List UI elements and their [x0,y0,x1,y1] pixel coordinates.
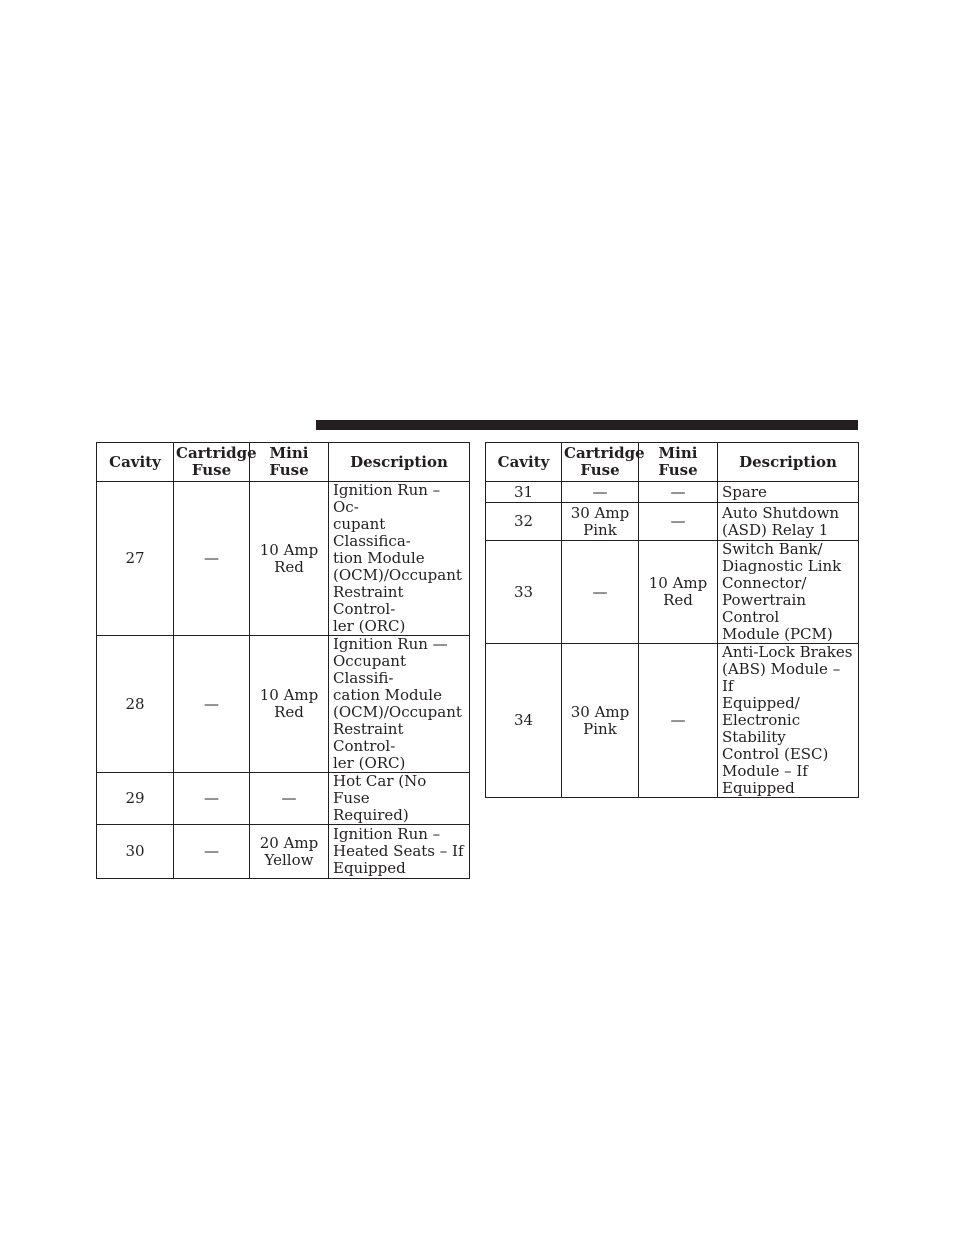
cartridge-cell: — [562,482,639,503]
cavity-cell: 30 [97,825,174,879]
cavity-cell: 32 [486,503,562,541]
cavity-cell: 34 [486,644,562,798]
cavity-cell: 28 [97,636,174,773]
table-row [486,503,859,541]
table-row [486,541,859,644]
table-header-row [97,443,470,482]
mini-fuse-cell: 10 Amp Red [250,482,329,636]
header-mini-fuse: Mini Fuse [250,443,329,482]
table-row [486,644,859,798]
cavity-cell: 27 [97,482,174,636]
header-cavity: Cavity [486,443,562,482]
cartridge-cell: — [562,541,639,644]
table-row [486,482,859,503]
fuse-table-right [485,442,859,798]
description-cell: Switch Bank/ Diagnostic Link Connector/ Powertrain Control Module (PCM) [718,541,859,644]
description-cell: Spare [718,482,859,503]
cartridge-cell: — [174,825,250,879]
header-description: Description [329,443,470,482]
table-header-row [486,443,859,482]
section-header-bar [316,420,858,430]
description-cell: Hot Car (No Fuse Required) [329,773,470,825]
cavity-cell: 29 [97,773,174,825]
cartridge-cell: 30 Amp Pink [562,644,639,798]
fuse-table-left [96,442,470,879]
description-cell: Auto Shutdown (ASD) Relay 1 [718,503,859,541]
table-row [97,636,470,773]
cartridge-cell: — [174,636,250,773]
header-cartridge-fuse: Cartridge Fuse [174,443,250,482]
mini-fuse-cell: 10 Amp Red [639,541,718,644]
table-row [97,482,470,636]
mini-fuse-cell: — [639,503,718,541]
header-cavity: Cavity [97,443,174,482]
table-row [97,773,470,825]
cavity-cell: 31 [486,482,562,503]
description-cell: Ignition Run — Occupant Classifi- cation Module (OCM)/Occupant Restraint Control- ler (ORC) [329,636,470,773]
description-cell: Ignition Run – Heated Seats – If Equipped [329,825,470,879]
table-row [97,825,470,879]
cartridge-cell: 30 Amp Pink [562,503,639,541]
mini-fuse-cell: 10 Amp Red [250,636,329,773]
mini-fuse-cell: — [639,482,718,503]
mini-fuse-cell: — [639,644,718,798]
mini-fuse-cell: — [250,773,329,825]
mini-fuse-cell: 20 Amp Yellow [250,825,329,879]
cavity-cell: 33 [486,541,562,644]
description-cell: Ignition Run – Oc- cupant Classifica- tion Module (OCM)/Occupant Restraint Control- ler (ORC) [329,482,470,636]
description-cell: Anti-Lock Brakes (ABS) Module – If Equipped/ Electronic Stability Control (ESC) Module – If Equipped [718,644,859,798]
header-cartridge-fuse: Cartridge Fuse [562,443,639,482]
header-description: Description [718,443,859,482]
header-mini-fuse: Mini Fuse [639,443,718,482]
cartridge-cell: — [174,482,250,636]
cartridge-cell: — [174,773,250,825]
